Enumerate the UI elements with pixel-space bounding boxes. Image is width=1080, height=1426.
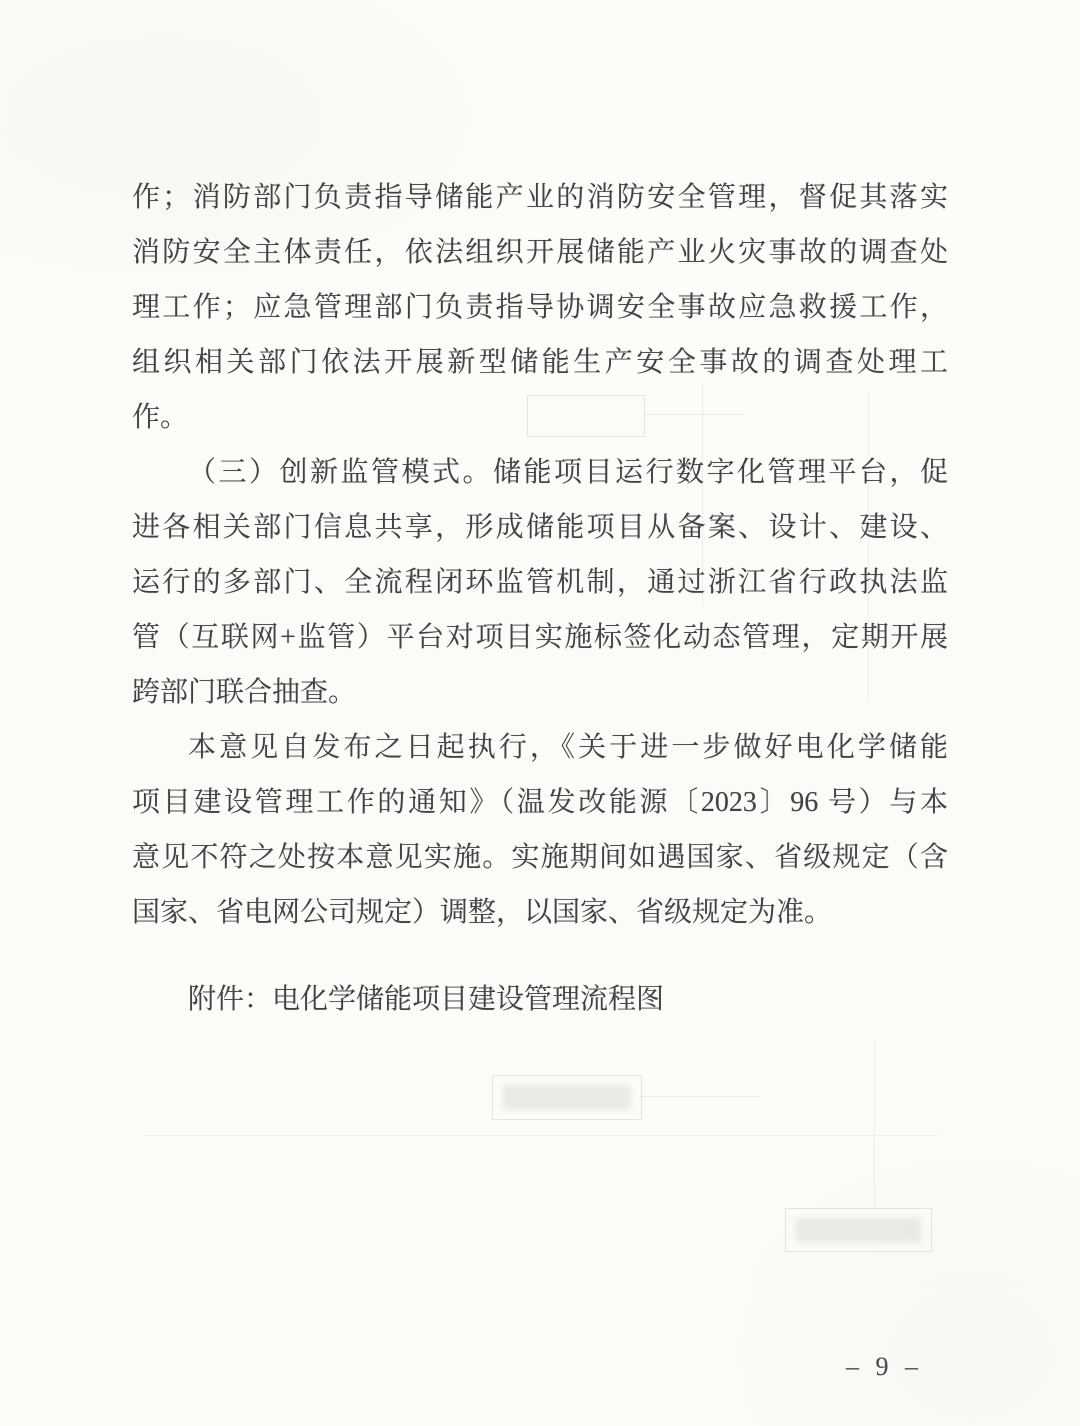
text-line: 本意见自发布之日起执行，《关于进一步做好电化学储能 xyxy=(188,732,948,763)
bleedthrough-line xyxy=(874,1040,875,1208)
text-line: 跨部门联合抽查。 xyxy=(132,677,357,708)
text-line: 管（互联网+监管）平台对项目实施标签化动态管理，定期开展 xyxy=(132,622,948,653)
text-line: 国家、省电网公司规定）调整，以国家、省级规定为准。 xyxy=(132,897,833,928)
text-line: 作。 xyxy=(132,402,189,433)
text-line: 消防安全主体责任，依法组织开展储能产业火灾事故的调查处 xyxy=(132,237,948,268)
document-body xyxy=(132,170,948,1027)
bleedthrough-text-smudge xyxy=(503,1085,631,1110)
text-line: 进各相关部门信息共享，形成储能项目从备案、设计、建设、 xyxy=(132,512,948,543)
paragraph xyxy=(132,170,948,445)
text-line: 理工作；应急管理部门负责指导协调安全事故应急救援工作， xyxy=(132,292,948,323)
text-line: 附件：电化学储能项目建设管理流程图 xyxy=(188,984,665,1015)
page-number: – 9 – xyxy=(846,1352,923,1381)
paragraph xyxy=(132,720,948,940)
bleedthrough-line xyxy=(640,1096,760,1097)
bleedthrough-box xyxy=(492,1075,642,1120)
bleedthrough-box xyxy=(785,1208,932,1252)
bleedthrough-line xyxy=(140,1135,940,1136)
text-line: 意见不符之处按本意见实施。实施期间如遇国家、省级规定（含 xyxy=(132,842,948,873)
text-line: 运行的多部门、全流程闭环监管机制，通过浙江省行政执法监 xyxy=(132,567,948,598)
text-line: 组织相关部门依法开展新型储能生产安全事故的调查处理工 xyxy=(132,347,948,378)
text-line: 作；消防部门负责指导储能产业的消防安全管理，督促其落实 xyxy=(132,182,948,213)
paragraph xyxy=(132,445,948,720)
text-line: 项目建设管理工作的通知》（温发改能源〔2023〕96 号）与本 xyxy=(132,787,948,818)
bleedthrough-text-smudge xyxy=(796,1218,921,1242)
paragraph xyxy=(132,972,948,1027)
text-line: （三）创新监管模式。储能项目运行数字化管理平台，促 xyxy=(188,457,948,488)
